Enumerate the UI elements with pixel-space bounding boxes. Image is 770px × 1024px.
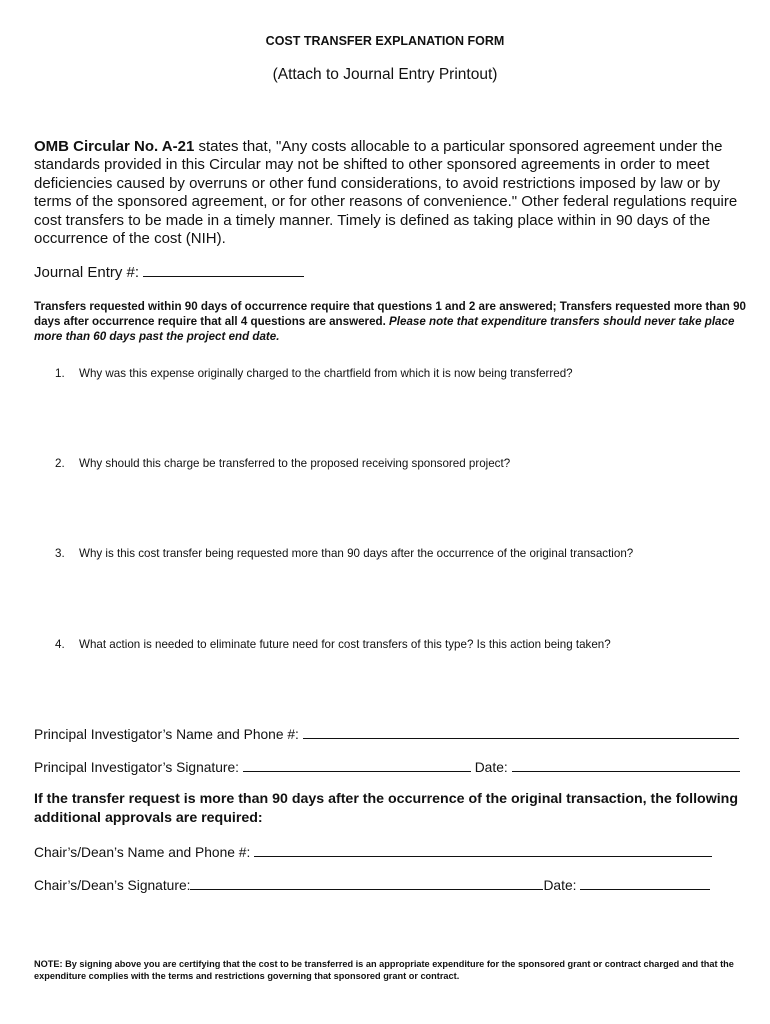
omb-circular-paragraph <box>34 138 746 248</box>
journal-entry-field[interactable] <box>143 264 304 277</box>
question-number: 1. <box>55 367 65 380</box>
instructions-note: Please note that expenditure transfers should never take place more than 60 days past the project end date. <box>34 315 735 343</box>
pi-date-label: Date: <box>474 760 508 775</box>
pi-signature-field[interactable] <box>243 759 471 772</box>
chair-date-field[interactable] <box>580 877 710 890</box>
omb-circular-quote: states that, "Any costs allocable to a particular sponsored agreement under the standards provided in this Circular may not be shifted to other sponsored agreements in order to meet deficiencies caused by overruns or other fund considerations, to avoid restrictions imposed by law or by terms of the sponsored agreement, or for other reasons of convenience." Other federal regulations require cost transfers to be made in a timely manner. Timely is defined as taking place within in 90 days of the occurrence of the cost (NIH). <box>34 138 738 248</box>
instructions-text: Transfers requested within 90 days of occurrence require that questions 1 and 2 are answered; Transfers requested more than 90 days after occurrence require that all 4 questions are answered. <box>34 300 746 328</box>
chair-name-row <box>34 844 712 860</box>
question-2 <box>55 457 510 470</box>
question-number: 3. <box>55 547 65 560</box>
question-text: What action is needed to eliminate future need for cost transfers of this type? Is this action being taken? <box>79 638 611 651</box>
question-1 <box>55 367 573 380</box>
chair-signature-label: Chair’s/Dean’s Signature: <box>34 878 191 893</box>
chair-signature-field[interactable] <box>190 877 543 890</box>
pi-date-field[interactable] <box>512 759 740 772</box>
question-3 <box>55 547 633 560</box>
form-subtitle: (Attach to Journal Entry Printout) <box>272 66 498 83</box>
chair-name-label: Chair’s/Dean’s Name and Phone #: <box>34 845 251 860</box>
journal-entry-row <box>34 264 304 281</box>
question-number: 2. <box>55 457 65 470</box>
pi-name-label: Principal Investigator’s Name and Phone #: <box>34 727 299 742</box>
chair-date-label: Date: <box>543 878 577 893</box>
omb-circular-reference: OMB Circular No. A-21 <box>34 138 195 155</box>
form-title: COST TRANSFER EXPLANATION FORM <box>265 34 505 48</box>
journal-entry-label: Journal Entry #: <box>34 264 140 281</box>
question-4 <box>55 638 611 651</box>
question-text: Why should this charge be transferred to the proposed receiving sponsored project? <box>79 457 511 470</box>
pi-signature-row <box>34 759 740 775</box>
instructions-paragraph <box>34 299 746 344</box>
pi-name-row <box>34 726 739 742</box>
question-number: 4. <box>55 638 65 651</box>
certification-note: NOTE: By signing above you are certifying that the cost to be transferred is an appropriate expenditure for the sponsored grant or contract charged and that the expenditure complies with the terms and restrictions governing that sponsored grant or contract. <box>34 959 734 982</box>
chair-name-phone-field[interactable] <box>254 844 712 857</box>
chair-signature-row <box>34 877 710 893</box>
pi-name-phone-field[interactable] <box>303 726 739 739</box>
additional-approvals-heading: If the transfer request is more than 90 days after the occurrence of the original transaction, the following additional approvals are required: <box>34 791 739 826</box>
question-text: Why was this expense originally charged to the chartfield from which it is now being transferred? <box>79 367 573 380</box>
question-text: Why is this cost transfer being requested more than 90 days after the occurrence of the original transaction? <box>79 547 634 560</box>
pi-signature-label: Principal Investigator’s Signature: <box>34 760 240 775</box>
